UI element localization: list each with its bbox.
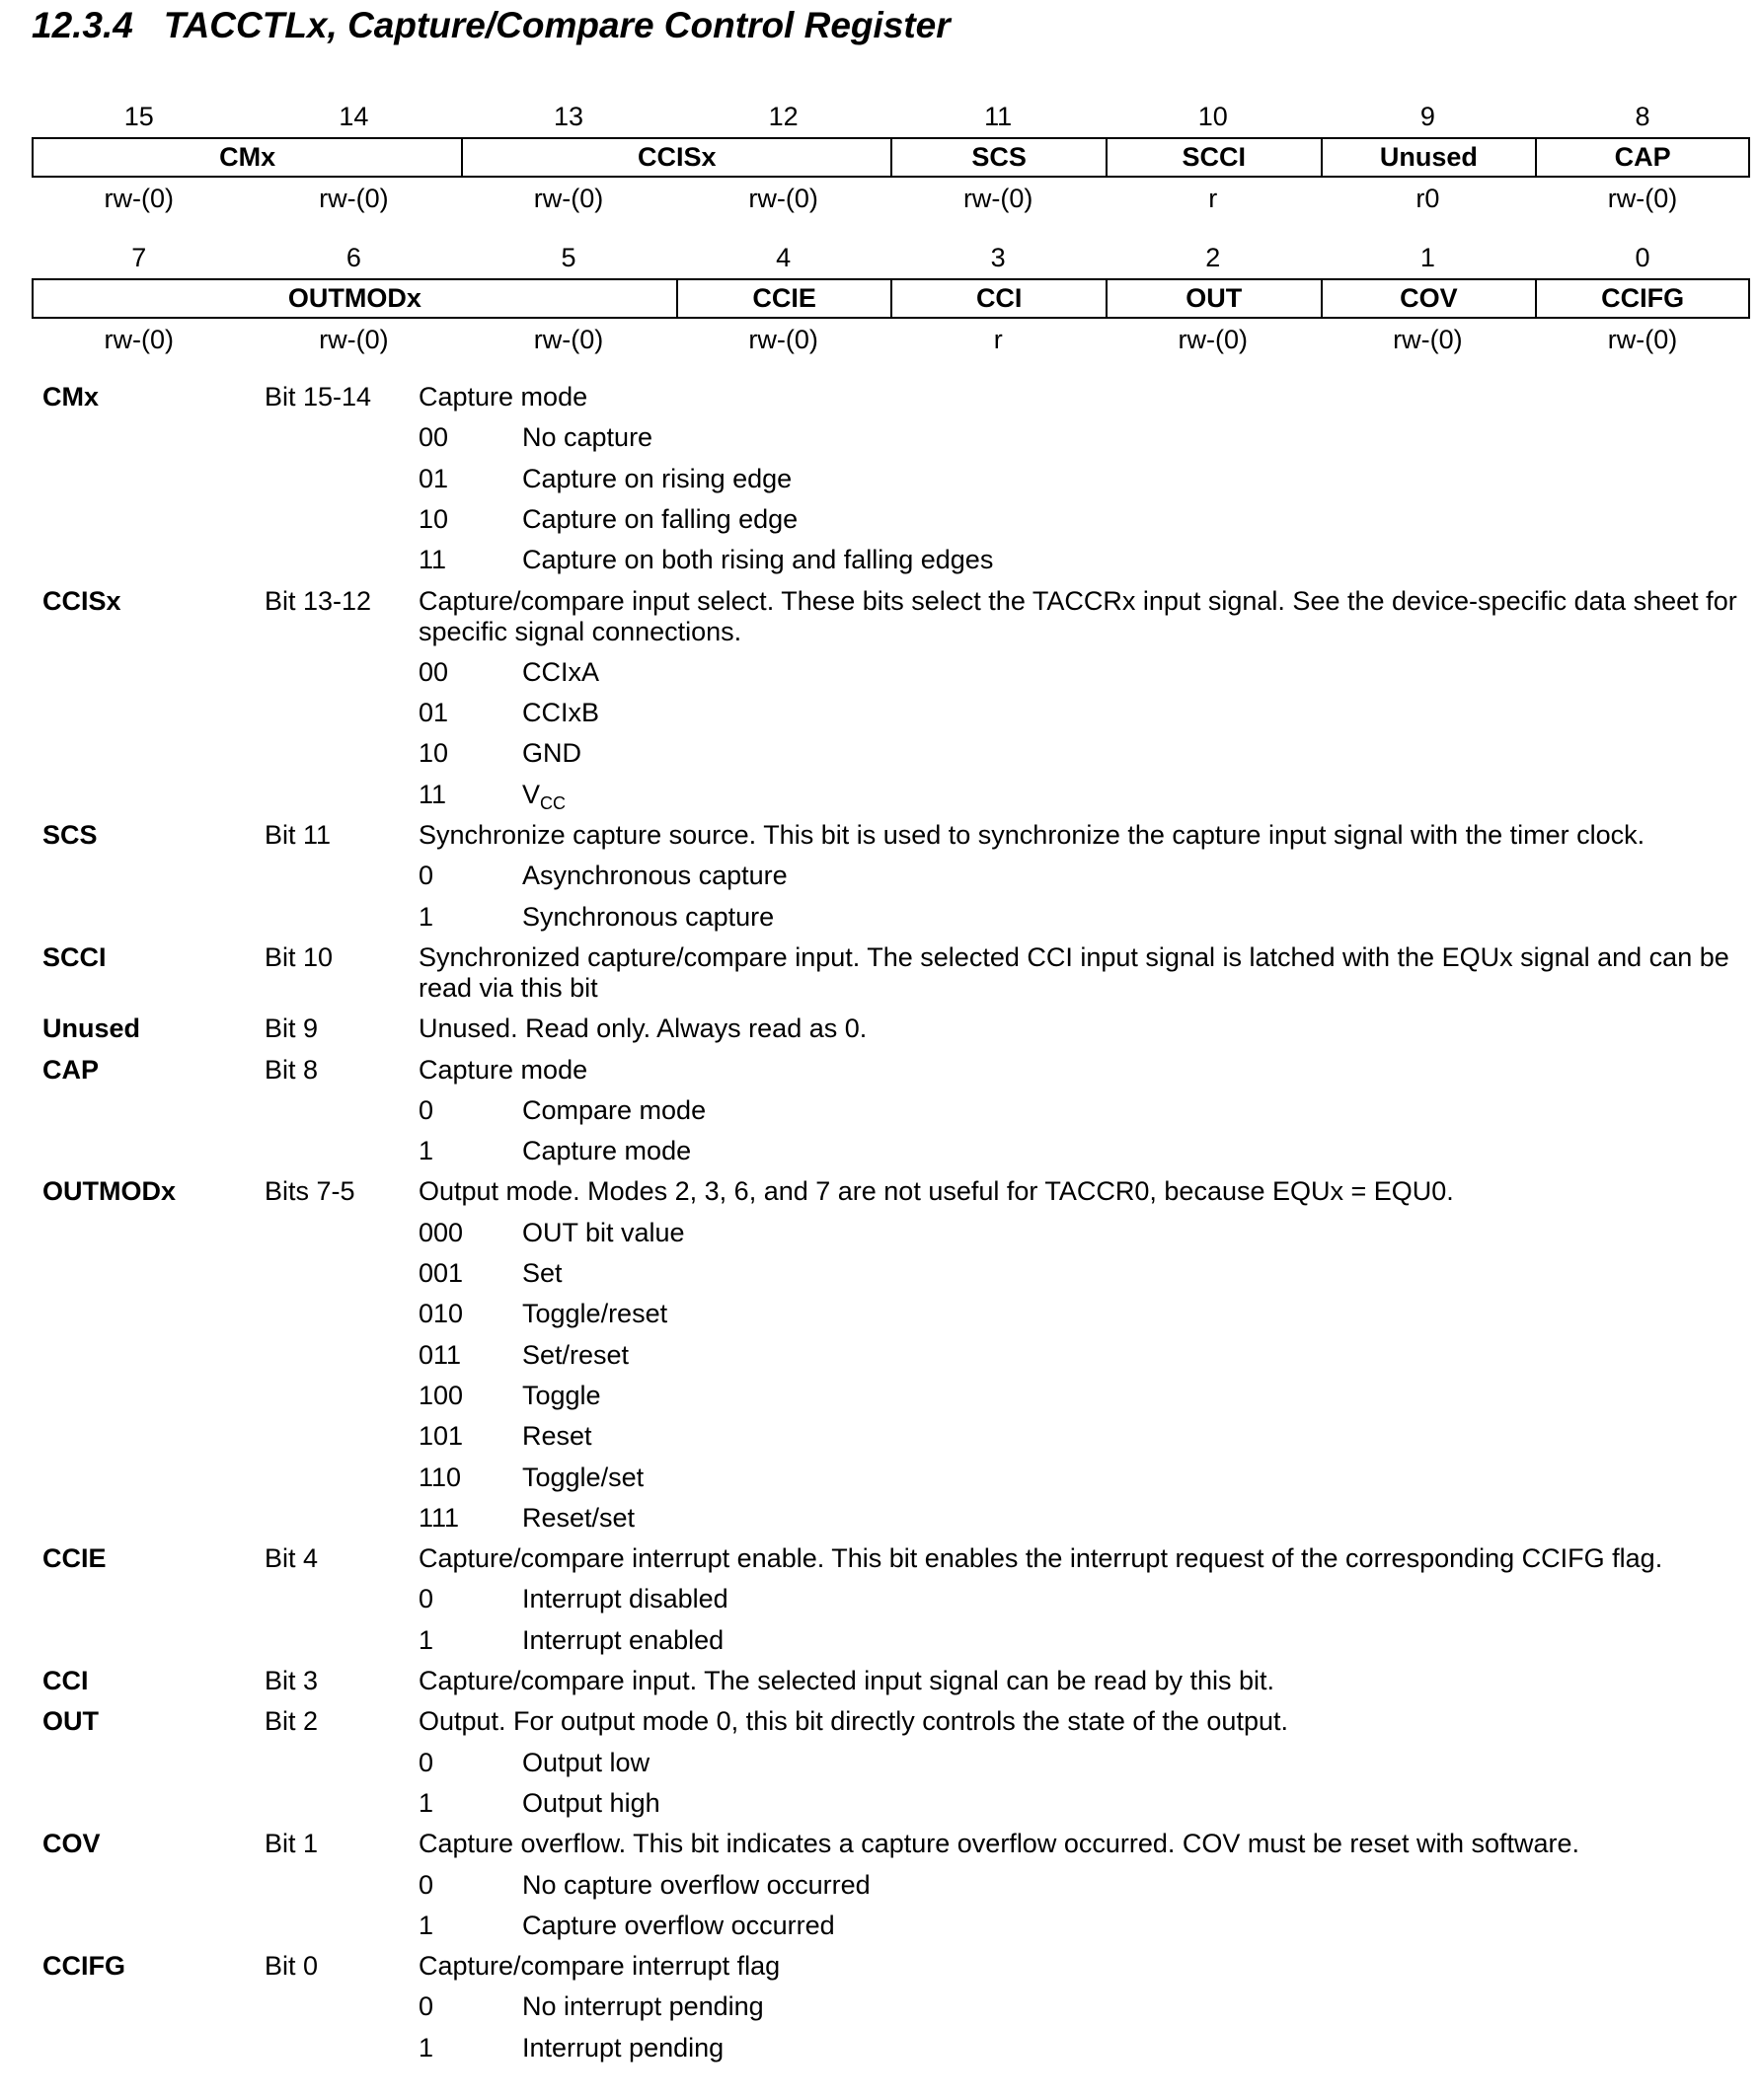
- value-label: Set: [522, 1258, 563, 1288]
- value-label: Asynchronous capture: [522, 861, 788, 891]
- bit-number-row: [32, 237, 1750, 278]
- bit-number: 10: [1197, 102, 1228, 131]
- register-diagram-high: [32, 96, 1750, 219]
- field-name-ccisx: CCISx: [42, 585, 121, 616]
- value-label: GND: [522, 738, 581, 769]
- register-field-cov: COV: [1323, 280, 1538, 317]
- value-label: Toggle/set: [522, 1462, 645, 1492]
- field-bits-out: Bit 2: [265, 1706, 319, 1737]
- value-code: 0: [419, 1991, 434, 2022]
- value-code: 0: [419, 1094, 434, 1125]
- value-label: Interrupt enabled: [522, 1624, 725, 1655]
- field-description-out: Output. For output mode 0, this bit directly controls the state of the output.: [419, 1706, 1288, 1737]
- value-code: 01: [419, 698, 449, 728]
- register-field-row: [32, 137, 1750, 178]
- value-label: Capture on rising edge: [522, 463, 793, 493]
- value-code: 000: [419, 1217, 464, 1247]
- field-name-ccie: CCIE: [42, 1543, 107, 1574]
- value-code: 0: [419, 1869, 434, 1900]
- value-code: 1: [419, 1624, 434, 1655]
- field-description-scci: Synchronized capture/compare input. The selected CCI input signal is latched with the EQUx signal and can be read via this bit: [419, 941, 1729, 1003]
- value-code: 10: [419, 738, 449, 769]
- value-code: 1: [419, 1787, 434, 1818]
- register-field-cap: CAP: [1614, 142, 1671, 172]
- access-type: rw-(0): [319, 184, 389, 213]
- value-code: 11: [419, 545, 447, 575]
- value-code: 00: [419, 656, 449, 687]
- field-name-cci: CCI: [42, 1666, 89, 1695]
- value-label: No interrupt pending: [522, 1991, 764, 2022]
- access-type: r: [1208, 184, 1218, 213]
- value-label: Reset: [522, 1421, 592, 1452]
- value-code: 011: [419, 1339, 462, 1370]
- register-field-cmx: CMx: [34, 139, 463, 176]
- register-field-scs: SCS: [892, 139, 1108, 176]
- register-field-unused: Unused: [1323, 139, 1538, 176]
- access-type: rw-(0): [1178, 325, 1249, 354]
- bit-number: 0: [1635, 243, 1650, 272]
- register-field-outmodx: OUTMODx: [34, 280, 678, 317]
- register-field-cci: CCI: [892, 280, 1108, 317]
- value-label: Reset/set: [522, 1502, 636, 1533]
- section-heading: 12.3.4 TACCTLx, Capture/Compare Control Register: [32, 5, 951, 45]
- register-diagram-low: [32, 237, 1750, 360]
- register-field-ccifg: CCIFG: [1601, 283, 1685, 313]
- value-label: $V_{CC}$: [522, 779, 567, 813]
- field-bits-scs: Bit 11: [265, 820, 332, 850]
- access-type: rw-(0): [1393, 325, 1463, 354]
- field-bits-ccisx: Bit 13-12: [265, 585, 372, 616]
- field-name-scci: SCCI: [42, 941, 107, 972]
- access-type: r0: [1415, 184, 1440, 213]
- value-code: 0: [419, 861, 434, 891]
- bit-number: 11: [984, 102, 1013, 131]
- value-code: 111: [419, 1502, 460, 1533]
- value-code: 001: [419, 1258, 464, 1288]
- access-type: rw-(0): [748, 184, 818, 213]
- field-name-cap: CAP: [42, 1054, 100, 1085]
- value-code: 1: [419, 901, 434, 932]
- bit-number: 9: [1419, 102, 1435, 131]
- field-description-ccifg: Capture/compare interrupt flag: [419, 1951, 781, 1982]
- value-label: No capture overflow occurred: [522, 1869, 871, 1900]
- field-bits-unused: Bit 9: [265, 1013, 319, 1044]
- field-name-out: OUT: [42, 1706, 99, 1737]
- field-name-ccifg: CCIFG: [42, 1951, 125, 1982]
- value-code: 01: [419, 463, 449, 493]
- field-description-cov: Capture overflow. This bit indicates a capture overflow occurred. COV must be reset with software.: [419, 1829, 1580, 1859]
- bit-number: 2: [1205, 243, 1221, 272]
- bit-number: 6: [345, 243, 361, 272]
- access-type: rw-(0): [104, 184, 175, 213]
- value-code: 0: [419, 1584, 434, 1614]
- field-bits-ccie: Bit 4: [265, 1543, 319, 1574]
- bit-number: 14: [339, 102, 369, 131]
- field-description-ccie: Capture/compare interrupt enable. This bit enables the interrupt request of the corresponding CCIFG flag.: [419, 1543, 1663, 1574]
- bit-number: 1: [1419, 243, 1435, 272]
- register-field-ccie: CCIE: [678, 280, 893, 317]
- field-description-ccisx: Capture/compare input select. These bits select the TACCRx input signal. See the device-specific data sheet for specific signal connections.: [419, 585, 1737, 646]
- value-code: 100: [419, 1380, 464, 1410]
- value-label: Output low: [522, 1747, 650, 1777]
- field-description-scs: Synchronize capture source. This bit is used to synchronize the capture input signal with the timer clock.: [419, 820, 1645, 850]
- bit-number: 5: [561, 243, 576, 272]
- access-type: rw-(0): [533, 184, 604, 213]
- field-description-cap: Capture mode: [419, 1054, 588, 1085]
- value-code: 010: [419, 1299, 464, 1329]
- value-label: Toggle: [522, 1380, 601, 1410]
- access-type: rw-(0): [533, 325, 604, 354]
- field-bits-cci: Bit 3: [265, 1666, 319, 1695]
- access-type: rw-(0): [1607, 184, 1678, 213]
- access-type: rw-(0): [319, 325, 389, 354]
- bit-number: 13: [553, 102, 583, 131]
- value-label: Capture on both rising and falling edges: [522, 545, 994, 575]
- value-label: Capture mode: [522, 1136, 692, 1166]
- bit-number: 8: [1635, 102, 1650, 131]
- field-bits-scci: Bit 10: [265, 941, 334, 972]
- access-type: rw-(0): [962, 184, 1033, 213]
- value-label: Compare mode: [522, 1094, 707, 1125]
- value-code: 1: [419, 2032, 434, 2062]
- value-label-subscript: CC: [540, 792, 567, 813]
- field-bits-ccifg: Bit 0: [265, 1951, 319, 1982]
- bit-number: 3: [990, 243, 1006, 272]
- bit-number-row: [32, 96, 1750, 137]
- value-code: 11: [419, 779, 447, 809]
- value-label: No capture: [522, 422, 653, 453]
- value-label: CCIxA: [522, 656, 600, 687]
- bit-number: 4: [776, 243, 792, 272]
- field-bits-outmodx: Bits 7-5: [265, 1176, 355, 1207]
- value-label: Toggle/reset: [522, 1299, 668, 1329]
- value-label: Synchronous capture: [522, 901, 775, 932]
- field-bits-cmx: Bit 15-14: [265, 382, 372, 412]
- bit-number: 12: [768, 102, 799, 131]
- field-bits-cap: Bit 8: [265, 1054, 319, 1085]
- value-label: Interrupt disabled: [522, 1584, 728, 1614]
- value-code: 1: [419, 1910, 434, 1940]
- register-field-row: [32, 278, 1750, 319]
- register-field-scci: SCCI: [1108, 139, 1323, 176]
- field-name-scs: SCS: [42, 820, 98, 850]
- access-type: r: [993, 325, 1003, 354]
- value-code: 1: [419, 1136, 434, 1166]
- field-name-outmodx: OUTMODx: [42, 1176, 176, 1207]
- value-code: 110: [419, 1462, 462, 1492]
- bit-number: 15: [123, 102, 154, 131]
- access-type: rw-(0): [104, 325, 175, 354]
- value-label: OUT bit value: [522, 1217, 685, 1247]
- field-description-outmodx: Output mode. Modes 2, 3, 6, and 7 are not useful for TACCR0, because EQUx = EQU0.: [419, 1176, 1454, 1207]
- value-code: 0: [419, 1747, 434, 1777]
- access-type: rw-(0): [1607, 325, 1678, 354]
- value-label: Set/reset: [522, 1339, 630, 1370]
- field-name-cmx: CMx: [42, 382, 100, 412]
- value-label: Capture on falling edge: [522, 503, 799, 534]
- field-description-cmx: Capture mode: [419, 382, 588, 412]
- access-row: [32, 178, 1750, 219]
- value-code: 10: [419, 503, 449, 534]
- value-code: 00: [419, 422, 449, 453]
- value-label: Capture overflow occurred: [522, 1910, 835, 1940]
- field-name-unused: Unused: [42, 1013, 141, 1044]
- value-label: CCIxB: [522, 698, 600, 728]
- access-type: rw-(0): [748, 325, 818, 354]
- value-code: 101: [419, 1421, 464, 1452]
- access-row: [32, 319, 1750, 360]
- value-label: Output high: [522, 1787, 660, 1818]
- field-description-unused: Unused. Read only. Always read as 0.: [419, 1013, 868, 1044]
- field-description-cci: Capture/compare input. The selected input signal can be read by this bit.: [419, 1666, 1275, 1695]
- field-bits-cov: Bit 1: [265, 1829, 319, 1859]
- bit-number: 7: [131, 243, 147, 272]
- register-field-out: OUT: [1108, 280, 1323, 317]
- value-label: Interrupt pending: [522, 2032, 725, 2062]
- field-name-cov: COV: [42, 1829, 101, 1859]
- register-field-ccisx: CCISx: [463, 139, 892, 176]
